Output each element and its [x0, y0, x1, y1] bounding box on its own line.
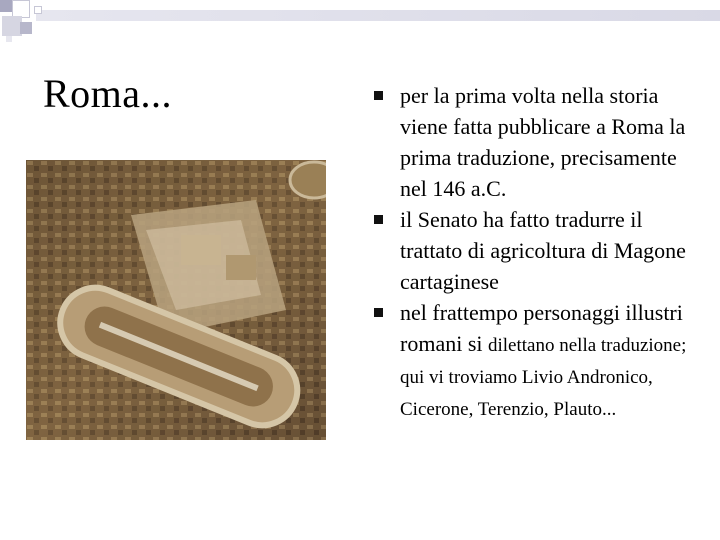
decor-square — [2, 16, 22, 36]
list-item — [374, 297, 704, 424]
slide-title: Roma... — [43, 71, 173, 116]
bullet-text — [400, 297, 704, 424]
bullet-text: per la prima volta nella storia viene fatta pubblicare a Roma la prima traduzione, precisamente nel 146 a.C. — [400, 83, 686, 201]
decor-square — [0, 0, 12, 12]
rome-model-photo — [26, 160, 326, 440]
bullet-square-icon — [374, 91, 383, 100]
decor-square — [20, 22, 32, 34]
decor-square — [34, 6, 42, 14]
decor-square — [6, 36, 12, 42]
list-item — [374, 204, 704, 297]
bullet-list — [374, 80, 704, 424]
bullet-square-icon — [374, 308, 383, 317]
bullet-square-icon — [374, 215, 383, 224]
bullet-text-main: nel frattempo personaggi illustri romani si — [400, 300, 683, 356]
bullet-text-tail: dilettano nella traduzione; qui vi troviamo Livio Andronico, Cicerone, Terenzio, Plauto... — [400, 335, 687, 420]
bullet-text: il Senato ha fatto tradurre il trattato di agricoltura di Magone cartaginese — [400, 207, 686, 294]
list-item — [374, 80, 704, 204]
header-bar — [36, 10, 720, 21]
